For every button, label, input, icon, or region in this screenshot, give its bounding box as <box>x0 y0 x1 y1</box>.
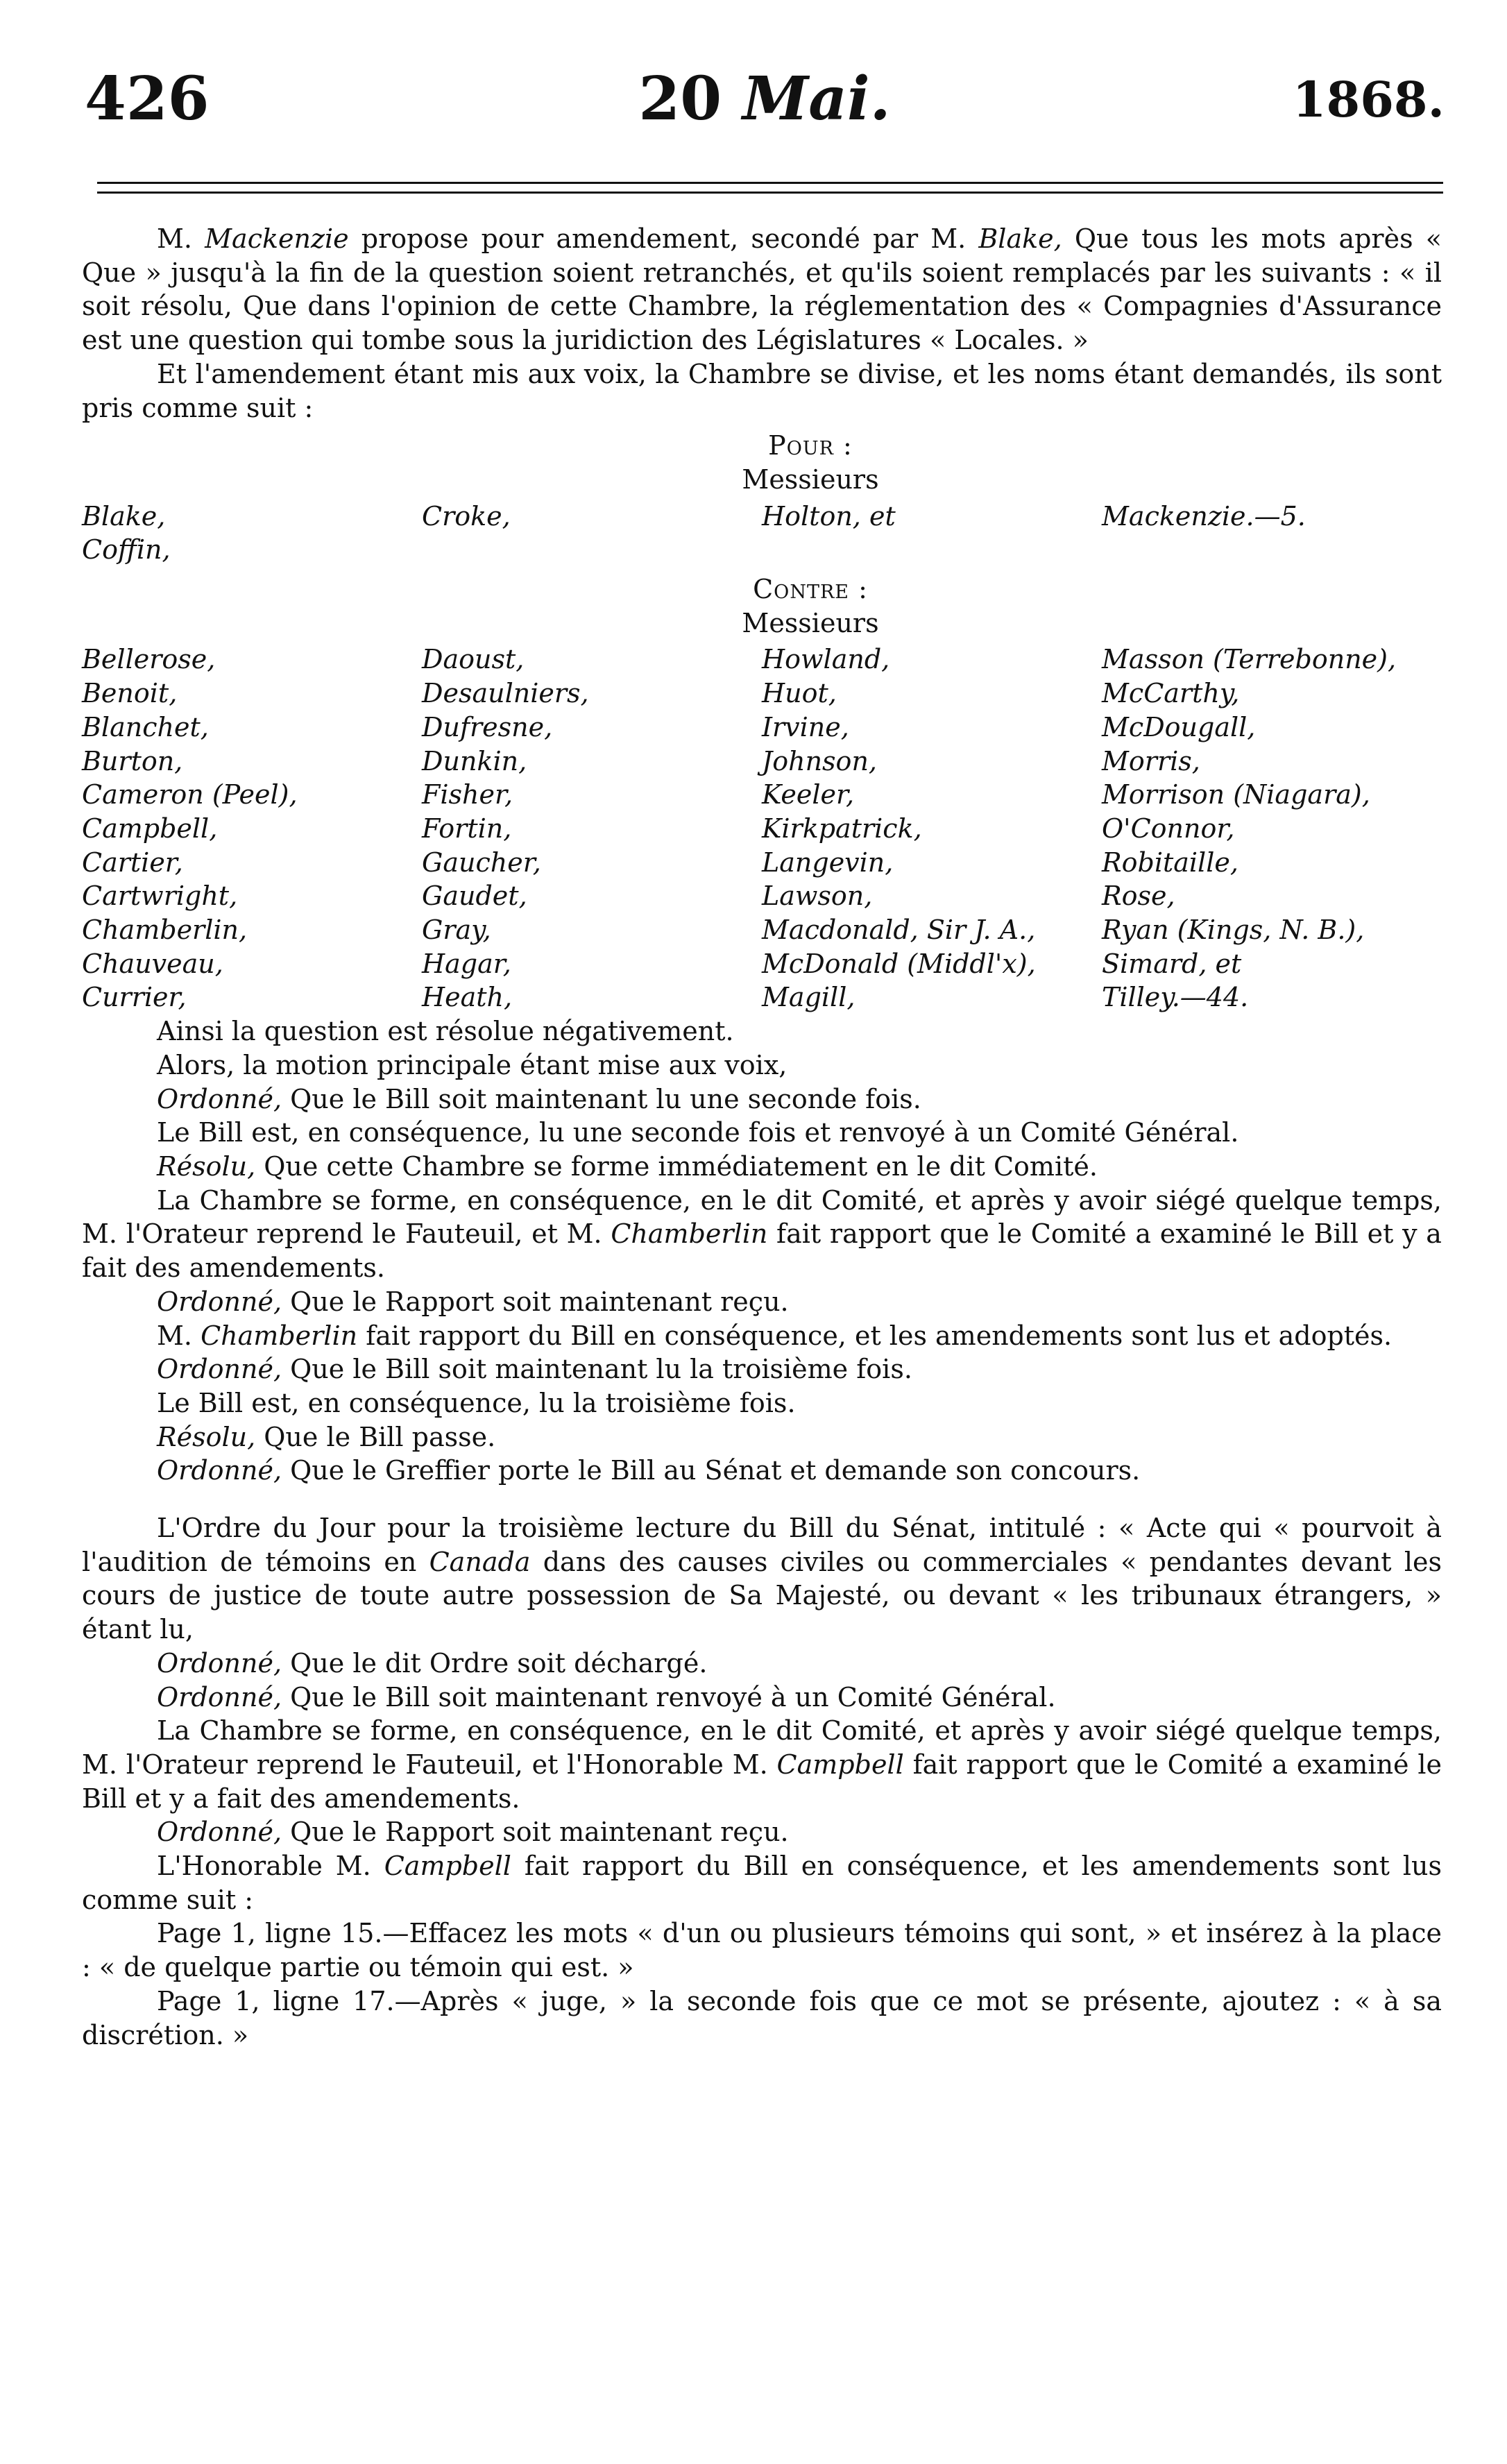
proceeding-line <box>82 1815 1442 1849</box>
proceeding-paragraph <box>82 1714 1442 1815</box>
order-of-day-paragraph <box>82 1511 1442 1647</box>
proceeding-line <box>82 1420 1442 1454</box>
member-name: Langevin, <box>762 847 894 878</box>
member-name: Mackenzie <box>205 223 349 254</box>
text: Que le Bill soit maintenant lu une seconde fois. <box>290 1083 921 1114</box>
date-month: Mai. <box>742 64 891 134</box>
header-rule <box>97 192 1443 194</box>
member-name: Coffin, <box>82 534 171 566</box>
text: fait rapport du Bill en conséquence, et les amendements sont lus comme suit : <box>82 1851 1442 1915</box>
member-name: Robitaille, <box>1102 847 1238 878</box>
member-name: Blake, <box>82 500 166 532</box>
member-name: Cartwright, <box>82 881 238 912</box>
proceeding-paragraph <box>82 1849 1442 1917</box>
member-name: Campbell <box>776 1749 904 1780</box>
proceeding-line <box>82 1352 1442 1386</box>
proceeding-line: Ainsi la question est résolue négativement. <box>157 1016 734 1047</box>
proceeding-line <box>82 1082 1442 1116</box>
member-name: Macdonald, Sir J. A., <box>762 915 1036 946</box>
section-gap <box>82 1488 1442 1511</box>
proceeding-line: Le Bill est, en conséquence, lu la troisième fois. <box>157 1387 796 1418</box>
member-name: Johnson, <box>762 745 877 776</box>
text: Résolu, <box>157 1150 256 1182</box>
text: Que cette Chambre se forme immédiatement en le dit Comité. <box>264 1150 1098 1182</box>
member-name: McCarthy, <box>1102 678 1240 709</box>
member-name: Lawson, <box>762 881 873 912</box>
member-name: Chamberlin, <box>82 915 248 946</box>
page-number: 426 <box>85 64 210 134</box>
proceeding-line <box>82 1454 1442 1488</box>
member-name: Campbell <box>384 1851 511 1882</box>
text: Que le Rapport soit maintenant reçu. <box>290 1286 789 1317</box>
member-name: Daoust, <box>422 644 525 675</box>
member-name: Irvine, <box>762 711 849 742</box>
date-day: 20 <box>638 64 722 134</box>
text: Que le Bill soit maintenant renvoyé à un Comité Général. <box>290 1681 1056 1713</box>
page-year: 1868. <box>1292 71 1445 128</box>
member-name: Tilley.—44. <box>1102 982 1249 1013</box>
member-name: Benoit, <box>82 678 178 709</box>
member-name: McDougall, <box>1102 711 1256 742</box>
text: propose pour amendement, secondé par M. <box>361 223 967 254</box>
text: Ordonné, <box>157 1354 282 1385</box>
text: Résolu, <box>157 1421 256 1452</box>
text: Ordonné, <box>157 1083 282 1114</box>
text: Ordonné, <box>157 1817 282 1848</box>
member-name: Chamberlin <box>611 1218 768 1250</box>
pour-names <box>82 500 1442 567</box>
member-name: Campbell, <box>82 813 218 844</box>
member-name: Hagar, <box>422 948 511 979</box>
member-name: Chamberlin <box>201 1320 358 1351</box>
member-name: Fortin, <box>422 813 512 844</box>
text: Que tous les mots après « Que » jusqu'à la fin de la question soient retranchés, et qu'ils soient remplacés par les suivants : « il soit résolu, Que dans l'opinion de cette Chambre, la réglementation des « Compagnies d'Assurance est une question qui tombe sous la juridiction des Législatures « Locales. » <box>82 223 1442 356</box>
place-name: Canada <box>429 1546 531 1577</box>
member-name: Desaulniers, <box>422 678 589 709</box>
text: Ordonné, <box>157 1681 282 1713</box>
member-name: Morris, <box>1102 745 1200 776</box>
member-name: Croke, <box>422 500 511 532</box>
member-name: Huot, <box>762 678 837 709</box>
amendment-item: Page 1, ligne 17.—Après « juge, » la seconde fois que ce mot se présente, ajoutez : « à sa discrétion. » <box>82 1985 1442 2050</box>
text: Que le Bill soit maintenant lu la troisième fois. <box>290 1354 912 1385</box>
proceeding-line <box>82 1285 1442 1319</box>
page-header <box>85 64 1445 147</box>
text: L'Honorable M. <box>157 1851 371 1882</box>
text: M. <box>157 1320 192 1351</box>
contre-heading: Contre : <box>753 574 868 605</box>
proceeding-line: Alors, la motion principale étant mise aux voix, <box>157 1049 787 1080</box>
member-name: Howland, <box>762 644 890 675</box>
text: Que le Bill passe. <box>264 1421 496 1452</box>
member-name: O'Connor, <box>1102 813 1235 844</box>
member-name: Rose, <box>1102 881 1175 912</box>
division-paragraph: Et l'amendement étant mis aux voix, la Chambre se divise, et les noms étant demandés, ils sont pris comme suit : <box>82 358 1442 423</box>
member-name: Holton, et <box>762 500 896 532</box>
proceeding-paragraph <box>82 1184 1442 1285</box>
text: Ordonné, <box>157 1286 282 1317</box>
member-name: Masson (Terrebonne), <box>1102 644 1397 675</box>
pour-heading: Pour : <box>768 430 853 461</box>
member-name: Kirkpatrick, <box>762 813 922 844</box>
amendment-item: Page 1, ligne 15.—Effacez les mots « d'un ou plusieurs témoins qui sont, » et insérez à la place : « de quelque partie ou témoin qui est. » <box>82 1918 1442 1983</box>
member-name: Fisher, <box>422 779 513 810</box>
member-name: Bellerose, <box>82 644 216 675</box>
text: fait rapport du Bill en conséquence, et les amendements sont lus et adoptés. <box>366 1320 1393 1351</box>
page-body <box>82 222 1442 2052</box>
member-name: Keeler, <box>762 779 855 810</box>
member-name: Gaucher, <box>422 847 541 878</box>
text: L'Ordre du Jour pour la troisième lecture du Bill du Sénat, intitulé : « Acte qui « pourvoit à l'audition de témoins en <box>82 1513 1442 1577</box>
member-name: Morrison (Niagara), <box>1102 779 1370 810</box>
member-name: Gray, <box>422 915 491 946</box>
member-name: Cartier, <box>82 847 183 878</box>
proceeding-line <box>82 1681 1442 1715</box>
text: fait rapport que le Comité a examiné le Bill et y a fait des amendements. <box>82 1218 1442 1284</box>
page-date <box>85 64 1445 134</box>
text: Ordonné, <box>157 1647 282 1679</box>
proceeding-paragraph <box>82 1319 1442 1353</box>
text: Que le Greffier porte le Bill au Sénat et demande son concours. <box>290 1455 1141 1486</box>
text: La Chambre se forme, en conséquence, en le dit Comité, et après y avoir siégé quelque temps, M. l'Orateur reprend le Fauteuil, et l'Honorable M. <box>82 1715 1442 1780</box>
proceeding-line <box>82 1150 1442 1184</box>
member-name: Cameron (Peel), <box>82 779 298 810</box>
text: M. <box>157 223 192 254</box>
member-name: Magill, <box>762 982 855 1013</box>
member-name: Mackenzie.—5. <box>1102 500 1306 532</box>
member-name: Dunkin, <box>422 745 527 776</box>
text: La Chambre se forme, en conséquence, en le dit Comité, et après y avoir siégé quelque temps, M. l'Orateur reprend le Fauteuil, et M. <box>82 1184 1442 1250</box>
header-rule <box>97 182 1443 184</box>
member-name: Gaudet, <box>422 881 527 912</box>
member-name: Heath, <box>422 982 513 1013</box>
text: fait rapport que le Comité a examiné le Bill et y a fait des amendements. <box>82 1749 1442 1814</box>
pour-subheading: Messieurs <box>742 464 879 495</box>
text: Que le Rapport soit maintenant reçu. <box>290 1817 789 1848</box>
member-name: Currier, <box>82 982 187 1013</box>
member-name: Ryan (Kings, N. B.), <box>1102 915 1365 946</box>
proceeding-line <box>82 1647 1442 1681</box>
member-name: McDonald (Middl'x), <box>762 948 1036 979</box>
member-name: Dufresne, <box>422 711 553 742</box>
member-name: Blanchet, <box>82 711 209 742</box>
member-name: Chauveau, <box>82 948 223 979</box>
contre-subheading: Messieurs <box>742 607 879 638</box>
contre-names <box>82 643 1442 1014</box>
text: Que le dit Ordre soit déchargé. <box>290 1647 708 1679</box>
text: dans des causes civiles ou commerciales « pendantes devant les cours de justice de toute autre possession de Sa Majesté, ou devant « les tribunaux étrangers, » étant lu, <box>82 1546 1442 1645</box>
text: Ordonné, <box>157 1455 282 1486</box>
member-name: Burton, <box>82 745 183 776</box>
member-name: Blake, <box>978 223 1062 254</box>
proceeding-line: Le Bill est, en conséquence, lu une seconde fois et renvoyé à un Comité Général. <box>157 1117 1239 1148</box>
member-name: Simard, et <box>1102 948 1242 979</box>
amendment-paragraph <box>82 222 1442 357</box>
